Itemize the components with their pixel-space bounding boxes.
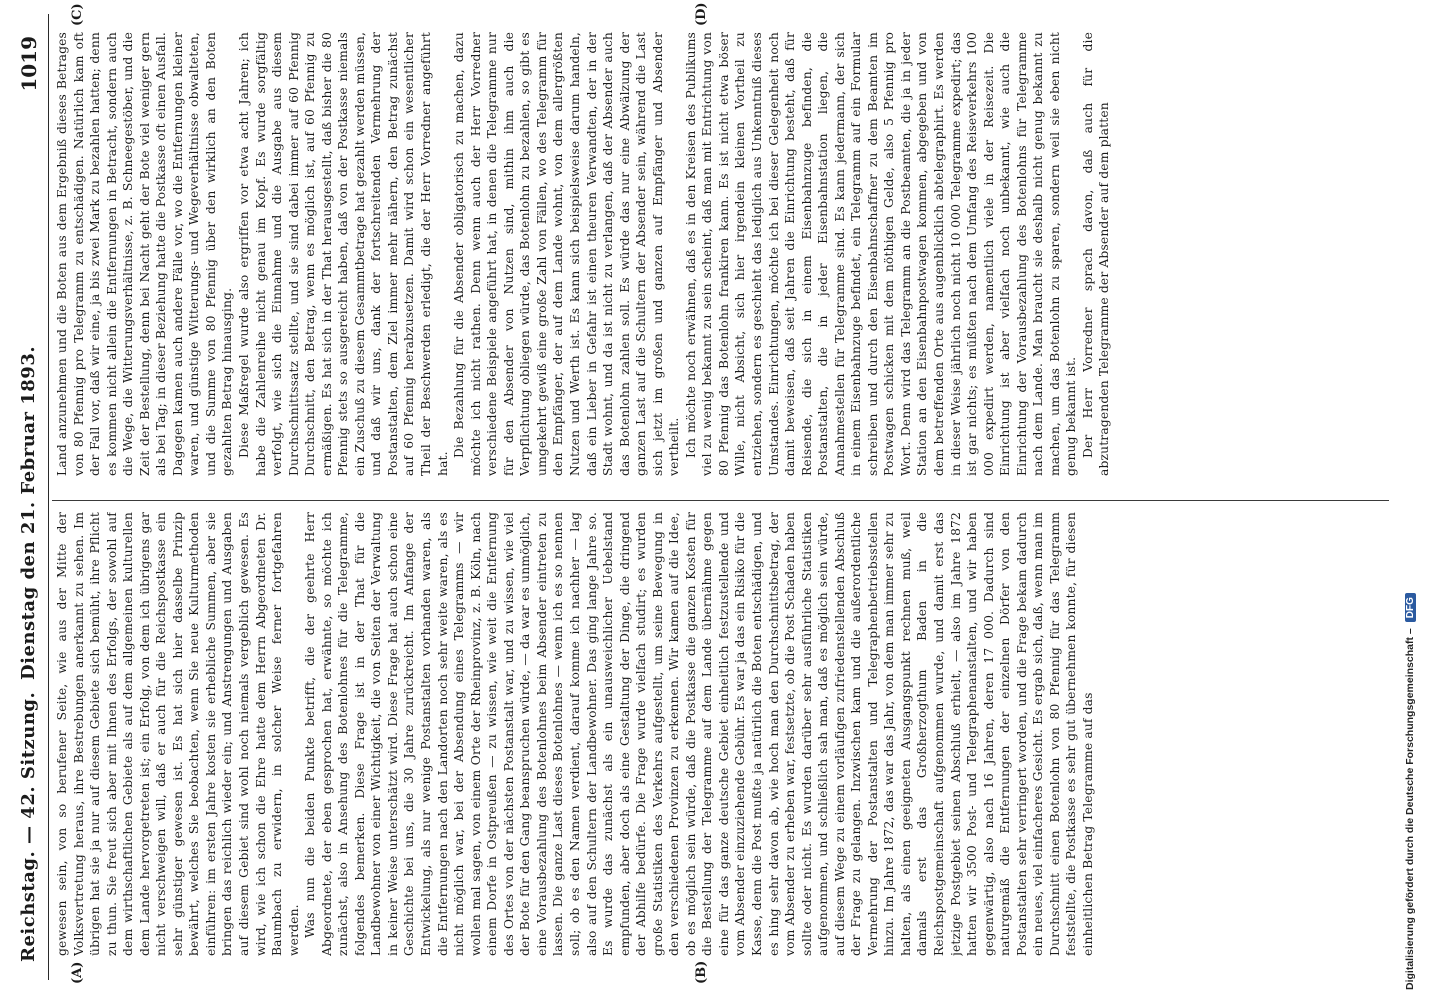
header-date: Dienstag den 21. Februar 1893.	[18, 345, 39, 680]
left-column	[54, 512, 1386, 956]
credit-text: Digitalisierung gefördert durch die Deutsche Forschungsgemeinschaft –	[1404, 628, 1416, 990]
header-rule	[48, 14, 49, 980]
page-number: 1019	[17, 36, 41, 92]
dfg-logo: DFG	[1405, 593, 1416, 622]
paragraph: Land anzunehmen und die Boten aus dem Ergebniß dieses Betrages von 80 Pfennig pro Telegramm zu entschädigen. Natürlich kam oft der Fall vor, daß wir eine, ja bis zwei Mark zu bezahlen hatten; denn es kommen nicht allein die Entfernungen in Betracht, sondern auch die Wege, die Witterungsverhältnisse, z. B. Schneegestöber, und die Zeit der Bestellung, denn bei Nacht geht der Bote viel weniger gern als bei Tag; in dieser Beziehung hatte die Postkasse oft einen Ausfall. Dagegen kamen auch andere Fälle vor, wo die Entfernungen kleiner waren, und günstige Witterungs- und Wegeverhältnisse obwalteten, und die Summe von 80 Pfennig über den wirklich an den Boten gezahlten Betrag hinausging.	[55, 32, 235, 476]
paragraph: Die Bezahlung für die Absender obligatorisch zu machen, dazu möchte ich nicht rathen. Denn wenn auch der Herr Vorredner verschiedene Beispiele angeführt hat, in denen die Telegramme nur für den Absender von Nutzen sind, mithin ihm auch die Verpflichtung obliegen würde, das Botenlohn zu bezahlen, so gibt es umgekehrt gewiß eine große Zahl von Fällen, wo des Telegramm für den Empfänger, der auf dem Lande wohnt, von dem allergrößten Nutzen und Werth ist. Es kann sich beispielsweise darum handeln, daß ein Lieber in Gefahr ist einen theuren Verwandten, der in der Stadt wohnt, und da ist nicht zu verlangen, daß der Absender auch das Botenlohn zahlen soll. Es würde das nur eine Abwälzung der ganzen Last auf die Schultern der Absender sein, während die Last sich jetzt im großen und ganzen auf Empfänger und Absender vertheilt.	[452, 32, 682, 476]
header-session: Reichstag. — 42. Sitzung.	[18, 691, 39, 962]
margin-marker-d: (D)	[694, 2, 709, 26]
right-column	[54, 32, 1386, 476]
margin-marker-c: (C)	[70, 3, 85, 26]
margin-marker-b: (B)	[694, 960, 709, 984]
column-divider	[52, 500, 1389, 501]
margin-marker-a: (A)	[70, 961, 85, 984]
paragraph: Diese Maßregel wurde also ergriffen vor etwa acht Jahren; ich habe die Zahlenreihe nicht genau im Kopf. Es wurde sorgfältig verfolgt, wie sich die Einnahme und die Ausgabe aus diesem Durchschnittssatz stellte, und sie sind dabei immer auf 60 Pfennig Durchschnitt, den Betrag, wenn es möglich ist, auf 60 Pfennig zu ermäßigen. Es hat sich in der That herausgestellt, daß bisher die 80 Pfennig stets so ausgereicht haben, daß von der Postkasse niemals ein Zuschuß zu diesem Gesammtbetrage hat gezahlt werden müssen, und daß wir uns, dank der fortschreitenden Vermehrung der Postanstalten, dem Ziel immer mehr nähern, den Betrag zunächst auf 60 Pfennig herabzusetzen. Damit wird schon ein wesentlicher Theil der Beschwerden erledigt, die der Herr Vorredner angeführt hat.	[237, 32, 450, 476]
paragraph: gewesen sein, von so berufener Seite, wie aus der Mitte der Volksvertretung heraus, ihre Bestrebungen anerkannt zu sehen. Im übrigen hat sie ja nur auf diesem Gebiete sich bemüht, ihre Pflicht zu thun. Sie freut sich aber mit Ihnen des Erfolgs, der sowohl auf dem wirthschaftlichen Gebiete als auf dem allgemeinen kulturellen dem Lande hervorgetreten ist; ein Erfolg, von dem ich übrigens gar nicht verschweigen will, daß er auch für die Reichspostkasse ein sehr günstiger gewesen ist. Es hat sich hier dasselbe Prinzip bewährt, welches Sie beobachten, wenn Sie neue Kulturmethoden einführen: im ersten Jahre kosten sie erhebliche Summen, aber sie bringen das reichlich wieder ein; und Anstrengungen und Ausgaben auf diesem Gebiet sind wohl noch niemals vergeblich gewesen. Es wird, wie ich schon die Ehre hatte dem Herrn Abgeordneten Dr. Baumbach zu erwidern, in solcher Weise ferner fortgefahren werden.	[55, 512, 301, 956]
paragraph: Was nun die beiden Punkte betrifft, die der geehrte Herr Abgeordnete, der eben gesprochen hat, erwähnte, so möchte ich zunächst, also in Ansehung des Botenlohnes für die Telegramme, folgendes bemerken. Diese Frage ist in der That für die Landbewohner von einer Wichtigkeit, die von Seiten der Verwaltung in keiner Weise unterschätzt wird. Diese Frage hat auch schon eine Geschichte bei uns, die 30 Jahre zurückreicht. Im Anfange der Entwickelung, als nur wenige Postanstalten vorhanden waren, als die Entfernungen nach den Landorten noch sehr weite waren, als es nicht möglich war, bei der Absendung eines Telegramms — wir wollen mal sagen, von einem Orte der Rheinprovinz, z. B. Köln, nach einem Dorfe in Ostpreußen — zu wissen, wie weit die Entfernung des Ortes von der nächsten Postanstalt war, und zu wissen, wie viel der Bote für den Gang beanspruchen würde, — da war es unmöglich, eine Vorausbezahlung des Botenlohnes beim Absender eintreten zu lassen. Die ganze Last dieses Botenlohnes — wenn ich es so nennen soll; ob es den Namen verdient, darauf komme ich nachher — lag also auf den Schultern der Landbewohner. Das ging lange Jahre so. Es wurde das zunächst als ein unausweichlicher Uebelstand empfunden, aber doch als eine Gestaltung der Dinge, die dringend der Abhilfe bedürfe. Die Frage wurde vielfach studirt; es wurden große Statistiken des Verkehrs aufgestellt, um seine Bewegung in den verschiedenen Provinzen zu erkennen. Wir kamen auf die Idee, ob es möglich sein würde, daß die Postkasse die ganzen Kosten für die Bestellung der Telegramme auf dem Lande übernähme gegen eine für das ganze deutsche Gebiet einheitlich festzustellende und vom Absender einzuziehende Gebühr. Es war ja das ein Risiko für die Kasse, denn die Post mußte ja natürlich die Boten entschädigen, und es hing sehr davon ab, wie hoch man den Durchschnittsbetrag, der vom Absender zu erheben war, festsetzte, ob die Post Schaden haben sollte oder nicht. Es wurden darüber sehr ausführliche Statistiken aufgenommen, und schließlich sah man, daß es möglich sein würde, auf diesem Wege zu einem vorläufigen zufriedenstellenden Abschluß der Frage zu gelangen. Inzwischen kam und die außerordentliche Vermehrung der Postanstalten und Telegraphenbetriebsstellen hinzu. Im Jahre 1872, das war das Jahr, von dem man immer sehr zu halten, als einen geeigneten Ausgangspunkt rechnen muß, weil damals erst das Großherzogthum Baden in die Reichspostgemeinschaft aufgenommen wurde, und damit erst das jetzige Postgebiet seinen Abschluß erhielt, — also im Jahre 1872 hatten wir 3500 Post- und Telegraphenanstalten, und wir haben gegenwärtig, also nach 16 Jahren, deren 17 000. Dadurch sind naturgemäß die Entfernungen der einzelnen Dörfer von den Postanstalten sehr verringert worden, und die Frage bekam dadurch ein neues, viel einfacheres Gesicht. Es ergab sich, daß, wenn man im Durchschnitt einen Botenlohn von 80 Pfennig für das Telegramm feststellte, die Postkasse es sehr gut übernehmen konnte, für diesen einheitlichen Betrag Telegramme auf das	[303, 512, 1095, 956]
page-header	[12, 10, 46, 980]
digitization-credit	[1404, 10, 1424, 990]
paragraph: Ich möchte noch erwähnen, daß es in den Kreisen des Publikums viel zu wenig bekannt zu sein scheint, daß man mit Entrichtung von 80 Pfennig das Botenlohn frankiren kann. Es ist nicht etwa böser Wille, nicht Absicht, sich hier irgendein kleinen Vortheil zu entziehen, sondern es geschieht das lediglich aus Unkenntniß dieses Umstandes. Einrichtungen, möchte ich bei dieser Gelegenheit noch damit beweisen, daß seit Jahren die Einrichtung besteht, daß für Reisende, die sich in einem Eisenbahnzuge befinden, die Postanstalten, die in jeder Eisenbahnstation liegen, die Annahmestellen für Telegramme sind. Es kann jedermann, der sich in einem Eisenbahnzuge befindet, ein Telegramm auf ein Formular schreiben und durch den Eisenbahnschaffner zu dem Beamten im Postwagen schicken mit dem nöthigen Gelde, also 5 Pfennig pro Wort. Denn wird das Telegramm an die Postbeamten, die ja in jeder Station an den Eisenbahnpostwagen kommen, abgegeben und von dem betreffenden Orte aus augenblicklich abtelegraphirt. Es werden in dieser Weise jährlich noch nicht 10 000 Telegramme expedirt; das ist gar nichts; es müßten nach dem Umfang des Reiseverkehrs 100 000 expedirt werden, namentlich viele in der Reisezeit. Die Einrichtung ist aber vielfach noch unbekannt, wie auch die Einrichtung der Vorausbezahlung des Botenlohns für Telegramme nach dem Lande. Man braucht sie deshalb nicht genug bekannt zu machen, um das Botenlohn zu sparen, sondern weil sie eben nicht genug bekannt ist.	[683, 32, 1079, 476]
paragraph: Der Herr Vorredner sprach davon, daß auch für die abzutragenden Telegramme der Absender auf dem platten	[1080, 32, 1112, 476]
